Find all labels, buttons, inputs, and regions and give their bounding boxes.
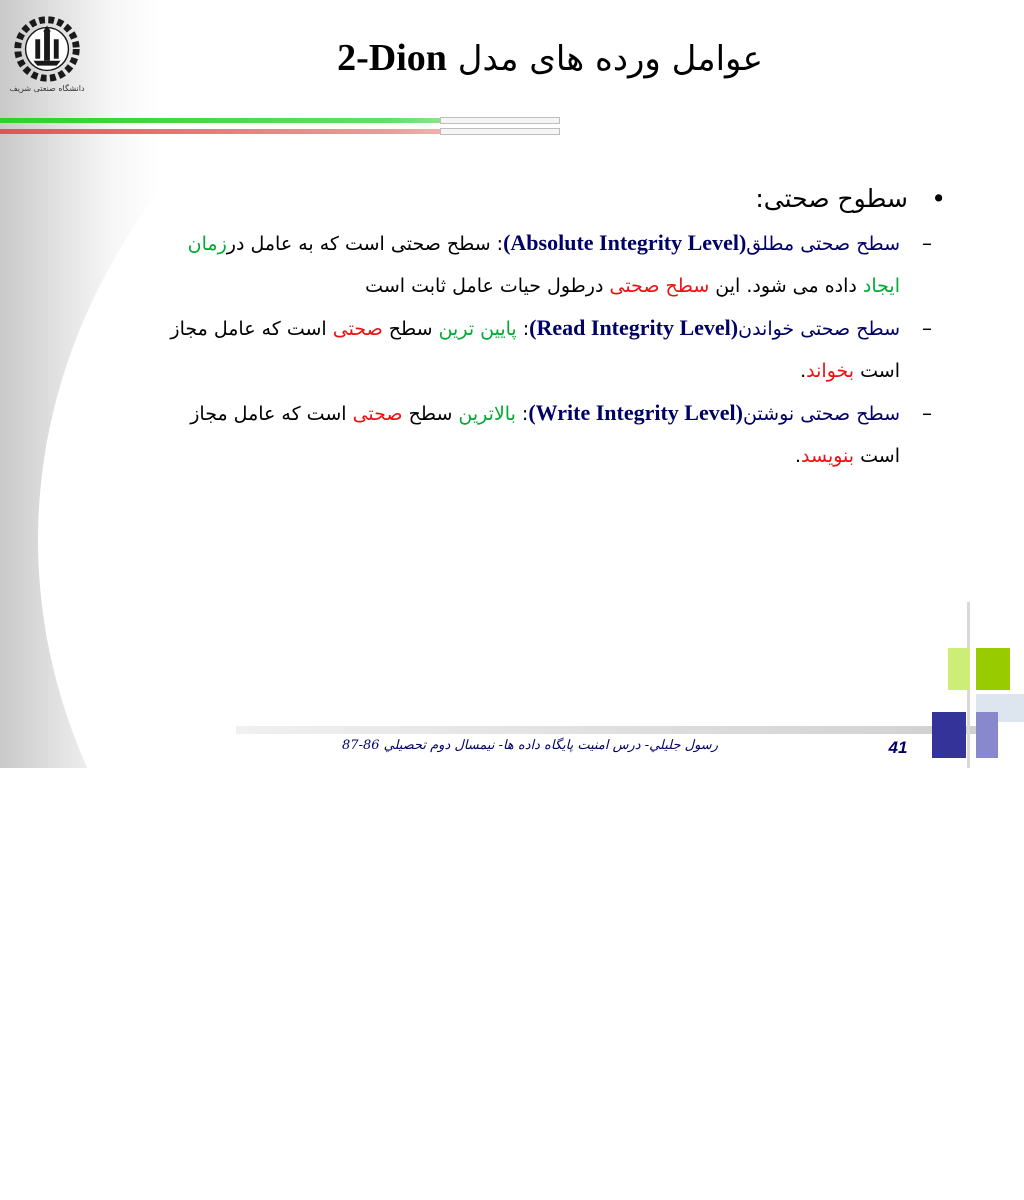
text-segment: است که عامل مجاز: [170, 318, 333, 340]
sub-bullet-item: [66, 392, 946, 477]
dash-bullet-icon: –: [922, 401, 932, 425]
text-segment: درطول حیات عامل ثابت است: [365, 275, 610, 297]
sub-bullet-line: [66, 392, 900, 435]
text-segment: است: [854, 445, 900, 467]
text-segment: سطح صحتی: [609, 275, 710, 297]
text-segment: : سطح صحتی است که به عامل در: [226, 233, 504, 255]
text-segment: :: [515, 403, 529, 425]
text-segment: است: [854, 360, 900, 382]
slide-title-farsi: عوامل ورده های مدل: [457, 39, 763, 79]
decor-square-green: [976, 648, 1010, 690]
text-segment: (Read Integrity Level): [529, 315, 739, 340]
footer-bar: [236, 726, 996, 734]
bullet-heading: [66, 176, 946, 222]
title-rule-frame-bottom: [440, 128, 560, 135]
page-number: 41: [888, 738, 908, 757]
text-segment: (Write Integrity Level): [528, 400, 743, 425]
text-segment: :: [516, 318, 530, 340]
sub-bullet-line: [66, 265, 900, 307]
slide-content: [66, 176, 946, 477]
decor-square-navy-left: [932, 712, 966, 758]
text-segment: پایین ترین: [438, 318, 517, 340]
sub-bullet-item: [66, 222, 946, 307]
text-segment: صحتی: [332, 318, 383, 340]
text-segment: داده می شود. این: [709, 275, 863, 297]
sub-bullet-line: [66, 350, 900, 392]
sub-bullet-line: [66, 435, 900, 477]
text-segment: سطح صحتی خواندن: [738, 318, 900, 340]
text-segment: سطح: [382, 318, 439, 340]
text-segment: بالاترین: [458, 403, 516, 425]
text-segment: (Absolute Integrity Level): [503, 230, 747, 255]
text-segment: ایجاد: [862, 275, 900, 297]
text-segment: سطح صحتی مطلق: [746, 233, 900, 255]
dash-bullet-icon: –: [922, 231, 932, 255]
bullet-heading-text: سطوح صحتی:: [755, 184, 908, 213]
text-segment: بنویسد: [801, 445, 855, 467]
sub-bullet-line: [66, 222, 900, 265]
sharif-university-logo-icon: [8, 10, 86, 88]
text-segment: است که عامل مجاز: [190, 403, 353, 425]
text-segment: صحتی: [352, 403, 403, 425]
slide-title-latin: 2-Dion: [337, 37, 447, 79]
text-segment: سطح صحتی نوشتن: [742, 403, 900, 425]
decor-square-navy-right: [976, 712, 998, 758]
text-segment: بخواند: [806, 360, 855, 382]
footer-text: رسول جليلي- درس امنيت پايگاه داده ها- نيمسال دوم تحصيلي 86-87: [342, 738, 718, 753]
text-segment: .: [800, 360, 807, 382]
decor-square-lightgreen: [948, 648, 970, 690]
dash-bullet-icon: –: [922, 316, 932, 340]
title-rule-frame-top: [440, 117, 560, 124]
sub-bullet-item: [66, 307, 946, 392]
sub-bullet-list: [66, 222, 946, 477]
text-segment: .: [794, 445, 802, 467]
logo-caption: دانشگاه صنعتی شریف: [9, 84, 85, 93]
slide-title: [250, 36, 850, 96]
text-segment: سطح: [402, 403, 459, 425]
text-segment: زمان: [187, 233, 227, 255]
bullet-dot-icon: •: [931, 184, 946, 213]
sub-bullet-line: [66, 307, 900, 350]
